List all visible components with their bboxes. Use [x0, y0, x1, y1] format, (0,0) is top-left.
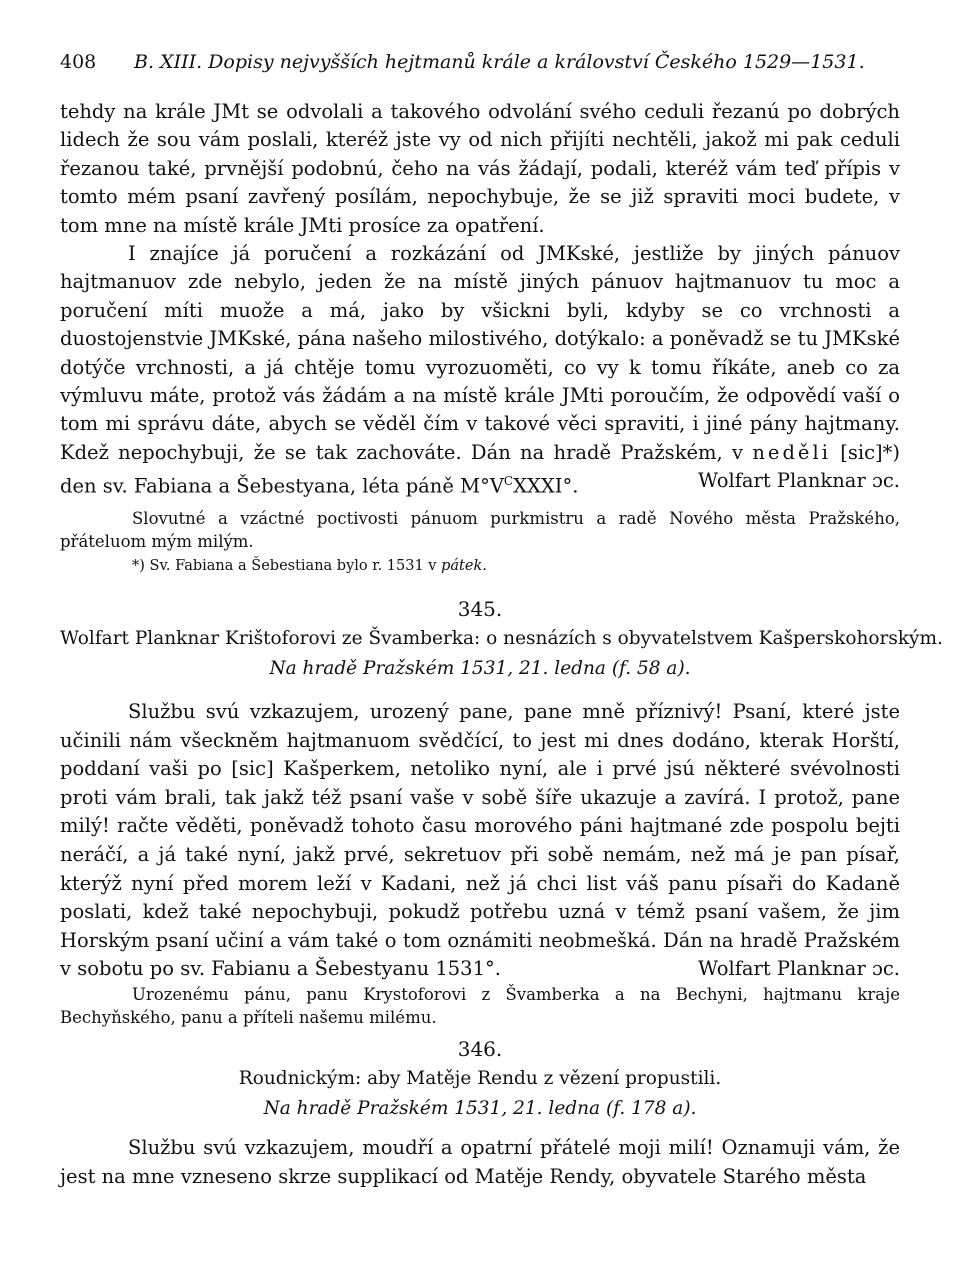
address-block	[60, 508, 900, 553]
address-line: Slovutné a vzáctné poctivosti pánuom purkmistru a radě Nového města Pražského, přáteluom mým milým.	[60, 509, 900, 551]
superscript: C	[503, 474, 514, 489]
signature: Wolfart Planknar ɔc.	[698, 469, 900, 493]
footnote-text: *) Sv. Fabiana a Šebestiana bylo r. 1531 v	[132, 558, 437, 574]
previous-letter	[60, 98, 900, 501]
letter-345	[60, 596, 943, 984]
address-block	[60, 984, 900, 1029]
document-page	[60, 0, 943, 1280]
page-header	[60, 50, 900, 80]
spaced-word: neděli	[752, 440, 831, 464]
letter-date: Na hradě Pražském 1531, 21. ledna (f. 178 a).	[263, 1098, 697, 1119]
footnote	[60, 556, 900, 576]
footnote-italic: pátek.	[441, 558, 487, 574]
page-number: 408	[60, 51, 97, 73]
running-title: B. XIII. Dopisy nejvyšších hejtmanů krále a království Českého 1529—1531.	[134, 51, 865, 73]
address-line: Urozenému pánu, panu Krystoforovi z Švamberka a na Bechyni, hajtmanu kraje Bechyňského, panu a příteli našemu milému.	[60, 985, 900, 1027]
paragraph	[60, 240, 900, 501]
paragraph-text: I znajíce já poručení a rozkázání od JMKské, jestliže by jiných pánuov hajtmanuov zde nebylo, jeden že na místě jiných pánuov hajtmanuov tu moc a poručení míti muože a má, jako by všickni byli, kdyby se co vrchnosti a duostojenstvie JMKské, pána našeho milostivého, dotýkalo: a poněvadž se tu JMKské dotýče vrchnosti, a já chtěje tomu vyrozuoměti, co vy k tomu říkáte, aneb co za výmluvu máte, protož vás žádám a na místě krále JMti poroučím, že odpovědí vaší o tom mi správu dáte, abych se věděl čím v takové věci spraviti, i jiné pány hajtmany. Kdež nepochybuji, že se tak zachováte. Dán na hradě Pražském, v	[60, 242, 900, 464]
letter-body-text: Službu svú vzkazujem, urozený pane, pane mně příznivý! Psaní, které jste učinili nám všeckněm hajtmanuom svědčící, to jest mi dnes dodáno, kterak Horští, poddaní vaši po [sic] Kašperkem, netoliko nyní, ale i prvé jsú některé svévolnosti proti vám brali, tak jakž též psaní vaše v sobě šíře ukazuje a zavírá. I protož, pane milý! račte věděti, poněvadž tohoto času morového páni hajtmané zde pospolu bejti neráčí, a já také nyní, jakž prvé, sekretuov při sobě nemám, než má je pan písař, kterýž nyní před morem leží v Kadani, než já chci list váš panu písaři do Kadaně poslati, kdež také nepochybuji, pokudž potřebu uzná v témž psaní vašem, že jim Horským psaní učiní a vám také o tom oznámiti neobmešká. Dán na hradě Pražském v sobotu po sv. Fabianu a Šebestyanu 1531°.	[60, 700, 900, 981]
letter-number: 346.	[457, 1037, 503, 1061]
footnote-block	[60, 556, 900, 576]
letter-body: Službu svú vzkazujem, moudří a opatrní přátelé moji milí! Oznamuji vám, že jest na mne vzneseno skrze supplikací od Matěje Rendy, obyvatele Starého města	[60, 1136, 900, 1188]
signature: Wolfart Planknar ɔc.	[698, 957, 900, 981]
letter-body	[60, 698, 900, 984]
paragraph-text-tail: XXXI°.	[513, 474, 579, 498]
paragraph-continuation: tehdy na krále JMt se odvolali a takového odvolání svého ceduli řezanú po dobrých lidech že sou vám poslali, kteréž jste vy od nich přijíti nechtěli, jakož mi pak ceduli řezanou také, prvnější podobnú, čeho na vás žádají, podali, kteréž vám teď přípis v tomto mém psaní zavřený posílám, nepochybuje, že se již spraviti moci budete, v tom mne na místě krále JMti prosíce za opatření.	[60, 100, 900, 237]
letter-346	[60, 1036, 900, 1191]
letter-number: 345.	[457, 597, 503, 621]
letter-title: Wolfart Planknar Krištoforovi ze Švamberka: o nesnázích s obyvatelstvem Kašperskohorským.	[60, 628, 943, 649]
letter-title: Roudnickým: aby Matěje Rendu z vězení propustili.	[238, 1068, 722, 1089]
letter-date: Na hradě Pražském 1531, 21. ledna (f. 58 a).	[269, 658, 691, 679]
paragraph-text-end: [sic]*) den sv. Fabiana a Šebestyana, léta páně M°V	[60, 440, 900, 498]
